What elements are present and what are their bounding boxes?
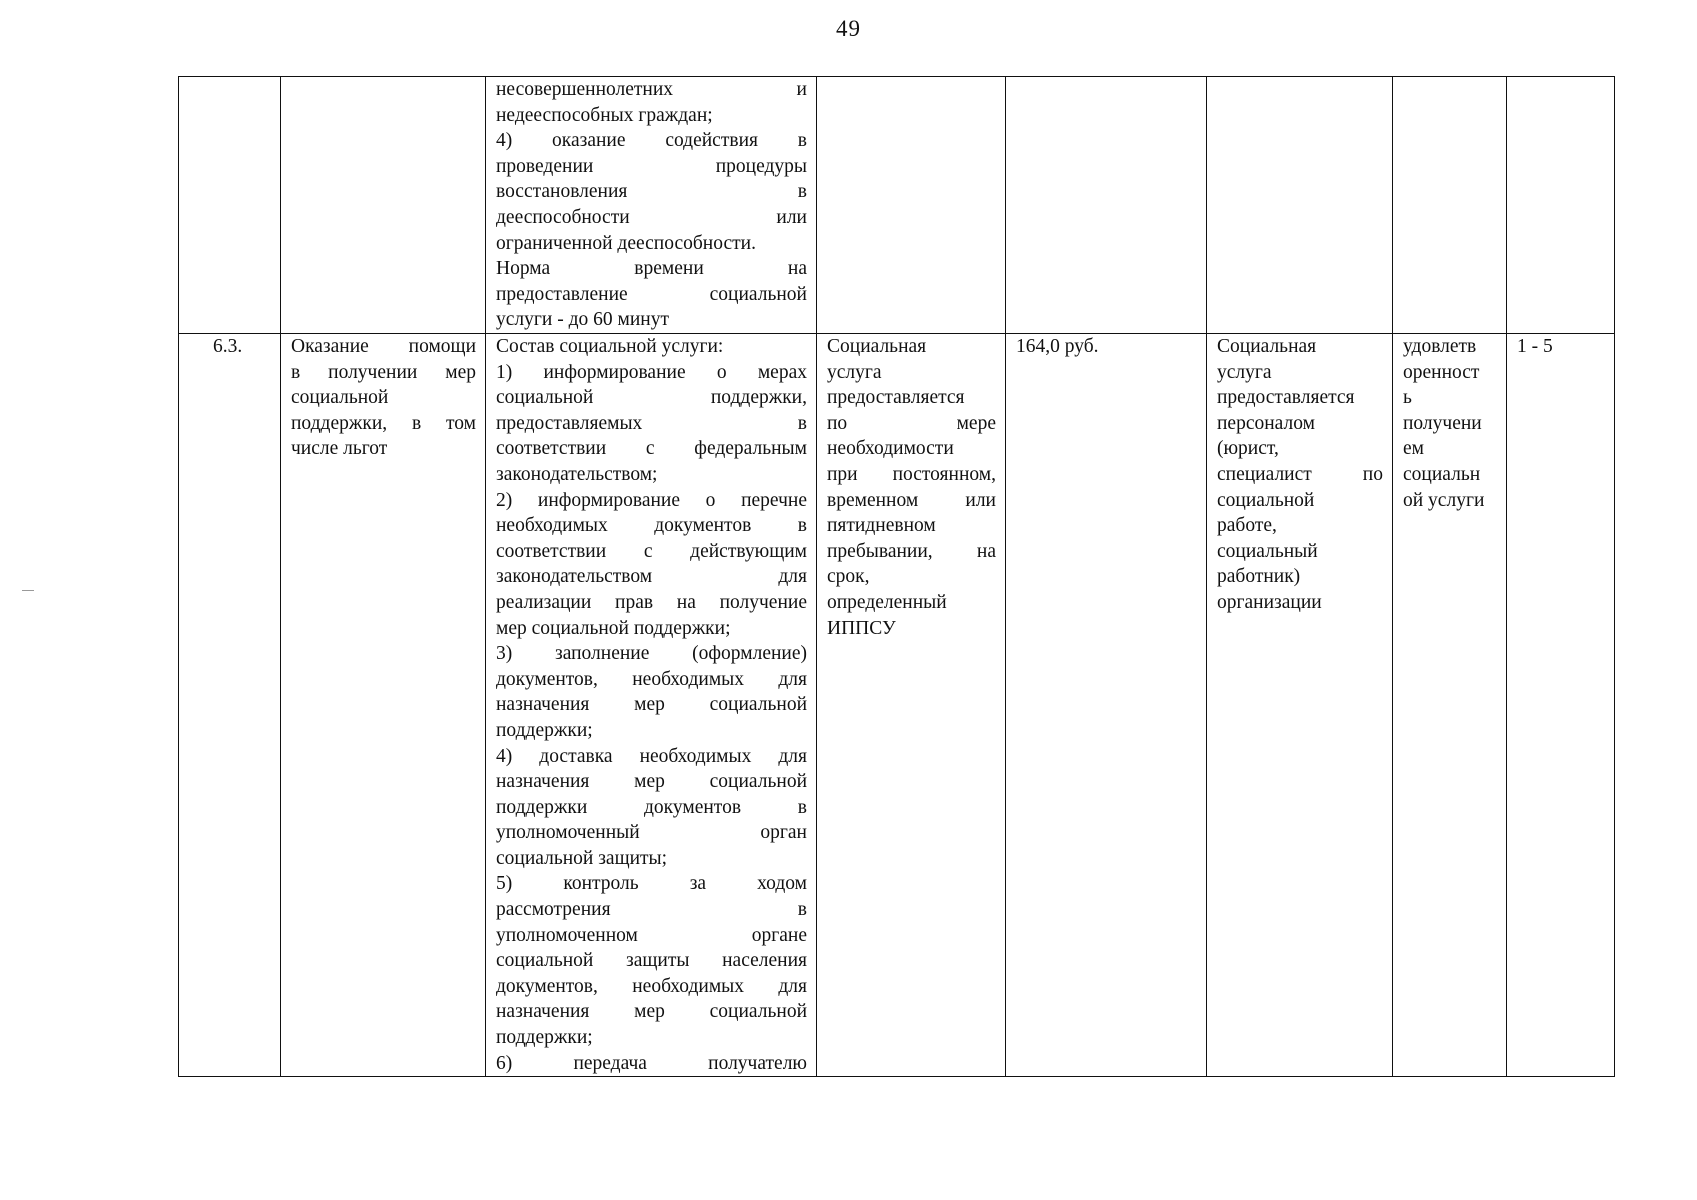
services-table (178, 76, 1615, 1077)
cell-service-name (281, 334, 486, 1077)
composition-line: мер социальной поддержки; (496, 617, 731, 639)
provision-line: предоставляется (827, 387, 965, 409)
quality-line: оренност (1403, 361, 1480, 383)
composition-line: соответствии с федеральным (496, 438, 807, 460)
page-number: 49 (836, 16, 861, 41)
service-name-line: поддержки, в том (291, 412, 476, 434)
provision-line: по мере (827, 412, 996, 434)
composition-line: поддержки; (496, 1027, 593, 1049)
composition-line: назначения мер социальной (496, 771, 807, 793)
personnel-line: (юрист, (1217, 438, 1279, 460)
service-name-line: в получении мер (291, 361, 476, 383)
quality-line: удовлетв (1403, 336, 1477, 357)
quality-line: социальн (1403, 463, 1481, 485)
composition-line: дееспособности или (496, 206, 807, 228)
cell-price (1006, 334, 1207, 1077)
quality-line: ь (1403, 387, 1412, 409)
row-number: 6.3. (213, 336, 243, 357)
provision-line: ИППСУ (827, 617, 896, 639)
service-name-line: Оказание помощи (291, 336, 476, 357)
cell-composition (486, 77, 817, 334)
provision-line: услуга (827, 361, 882, 383)
personnel-line: социальный (1217, 540, 1318, 562)
composition-line: 4) оказание содействия в (496, 130, 807, 152)
composition-line: уполномоченный орган (496, 822, 807, 844)
composition-line: несовершеннолетних и (496, 79, 807, 100)
cell-number (179, 334, 281, 1077)
composition-line: документов, необходимых для (496, 668, 807, 690)
composition-line: назначения мер социальной (496, 694, 807, 716)
composition-line: Норма времени на (496, 258, 807, 280)
cell-provision-conditions (817, 334, 1006, 1077)
personnel-line: персоналом (1217, 412, 1315, 434)
provision-line: необходимости (827, 438, 954, 460)
composition-line: социальной поддержки, (496, 387, 807, 409)
personnel-line: работе, (1217, 515, 1277, 537)
table-row-continued (179, 77, 1615, 334)
composition-line: 2) информирование о перечне (496, 489, 807, 511)
provision-line: Социальная (827, 336, 927, 357)
composition-line: соответствии с действующим (496, 540, 807, 562)
personnel-line: социальной (1217, 489, 1315, 511)
composition-line: услуги - до 60 минут (496, 309, 669, 331)
composition-line: проведении процедуры (496, 155, 807, 177)
composition-line: реализации прав на получение (496, 591, 807, 613)
composition-line: Состав социальной услуги: (496, 336, 724, 357)
price-value: 164,0 руб. (1016, 336, 1099, 357)
quality-line: получени (1403, 412, 1482, 434)
composition-line: законодательством для (496, 566, 807, 588)
cell-quality (1393, 334, 1507, 1077)
cell-personnel (1207, 334, 1393, 1077)
composition-line: 1) информирование о мерах (496, 361, 807, 383)
composition-line: 5) контроль за ходом (496, 873, 807, 895)
service-name-line: числе льгот (291, 438, 388, 460)
composition-line: 4) доставка необходимых для (496, 745, 807, 767)
cell-frequency (1507, 77, 1615, 334)
composition-line: 3) заполнение (оформление) (496, 643, 807, 665)
scan-mark (22, 590, 34, 591)
composition-line: рассмотрения в (496, 899, 807, 921)
cell-service-name (281, 77, 486, 334)
composition-line: предоставляемых в (496, 412, 807, 434)
composition-line: необходимых документов в (496, 515, 807, 537)
personnel-line: специалист по (1217, 463, 1383, 485)
provision-line: пребывании, на (827, 540, 996, 562)
cell-frequency (1507, 334, 1615, 1077)
composition-line: назначения мер социальной (496, 1001, 807, 1023)
cell-price (1006, 77, 1207, 334)
frequency-value: 1 - 5 (1517, 336, 1553, 357)
provision-line: временном или (827, 489, 996, 511)
provision-line: пятидневном (827, 515, 936, 537)
composition-line: документов, необходимых для (496, 975, 807, 997)
quality-line: ем (1403, 438, 1424, 460)
composition-line: предоставление социальной (496, 283, 807, 305)
composition-line: ограниченной дееспособности. (496, 232, 756, 254)
provision-line: при постоянном, (827, 463, 996, 485)
personnel-line: услуга (1217, 361, 1272, 383)
composition-line: восстановления в (496, 181, 807, 203)
provision-line: определенный (827, 591, 947, 613)
composition-line: недееспособных граждан; (496, 104, 713, 126)
cell-provision-conditions (817, 77, 1006, 334)
cell-number (179, 77, 281, 334)
cell-quality (1393, 77, 1507, 334)
composition-line: социальной защиты; (496, 847, 668, 869)
quality-line: ой услуги (1403, 489, 1485, 511)
cell-composition (486, 334, 817, 1077)
personnel-line: предоставляется (1217, 387, 1355, 409)
service-name-line: социальной (291, 387, 389, 409)
provision-line: срок, (827, 566, 870, 588)
composition-line: социальной защиты населения (496, 950, 807, 972)
personnel-line: работник) (1217, 566, 1301, 588)
personnel-line: Социальная (1217, 336, 1317, 357)
personnel-line: организации (1217, 591, 1322, 613)
table-row-6-3 (179, 334, 1615, 1077)
composition-line: законодательством; (496, 463, 658, 485)
composition-line: 6) передача получателю (496, 1052, 807, 1074)
composition-line: поддержки документов в (496, 796, 807, 818)
composition-line: поддержки; (496, 719, 593, 741)
composition-line: уполномоченном органе (496, 924, 807, 946)
cell-personnel (1207, 77, 1393, 334)
